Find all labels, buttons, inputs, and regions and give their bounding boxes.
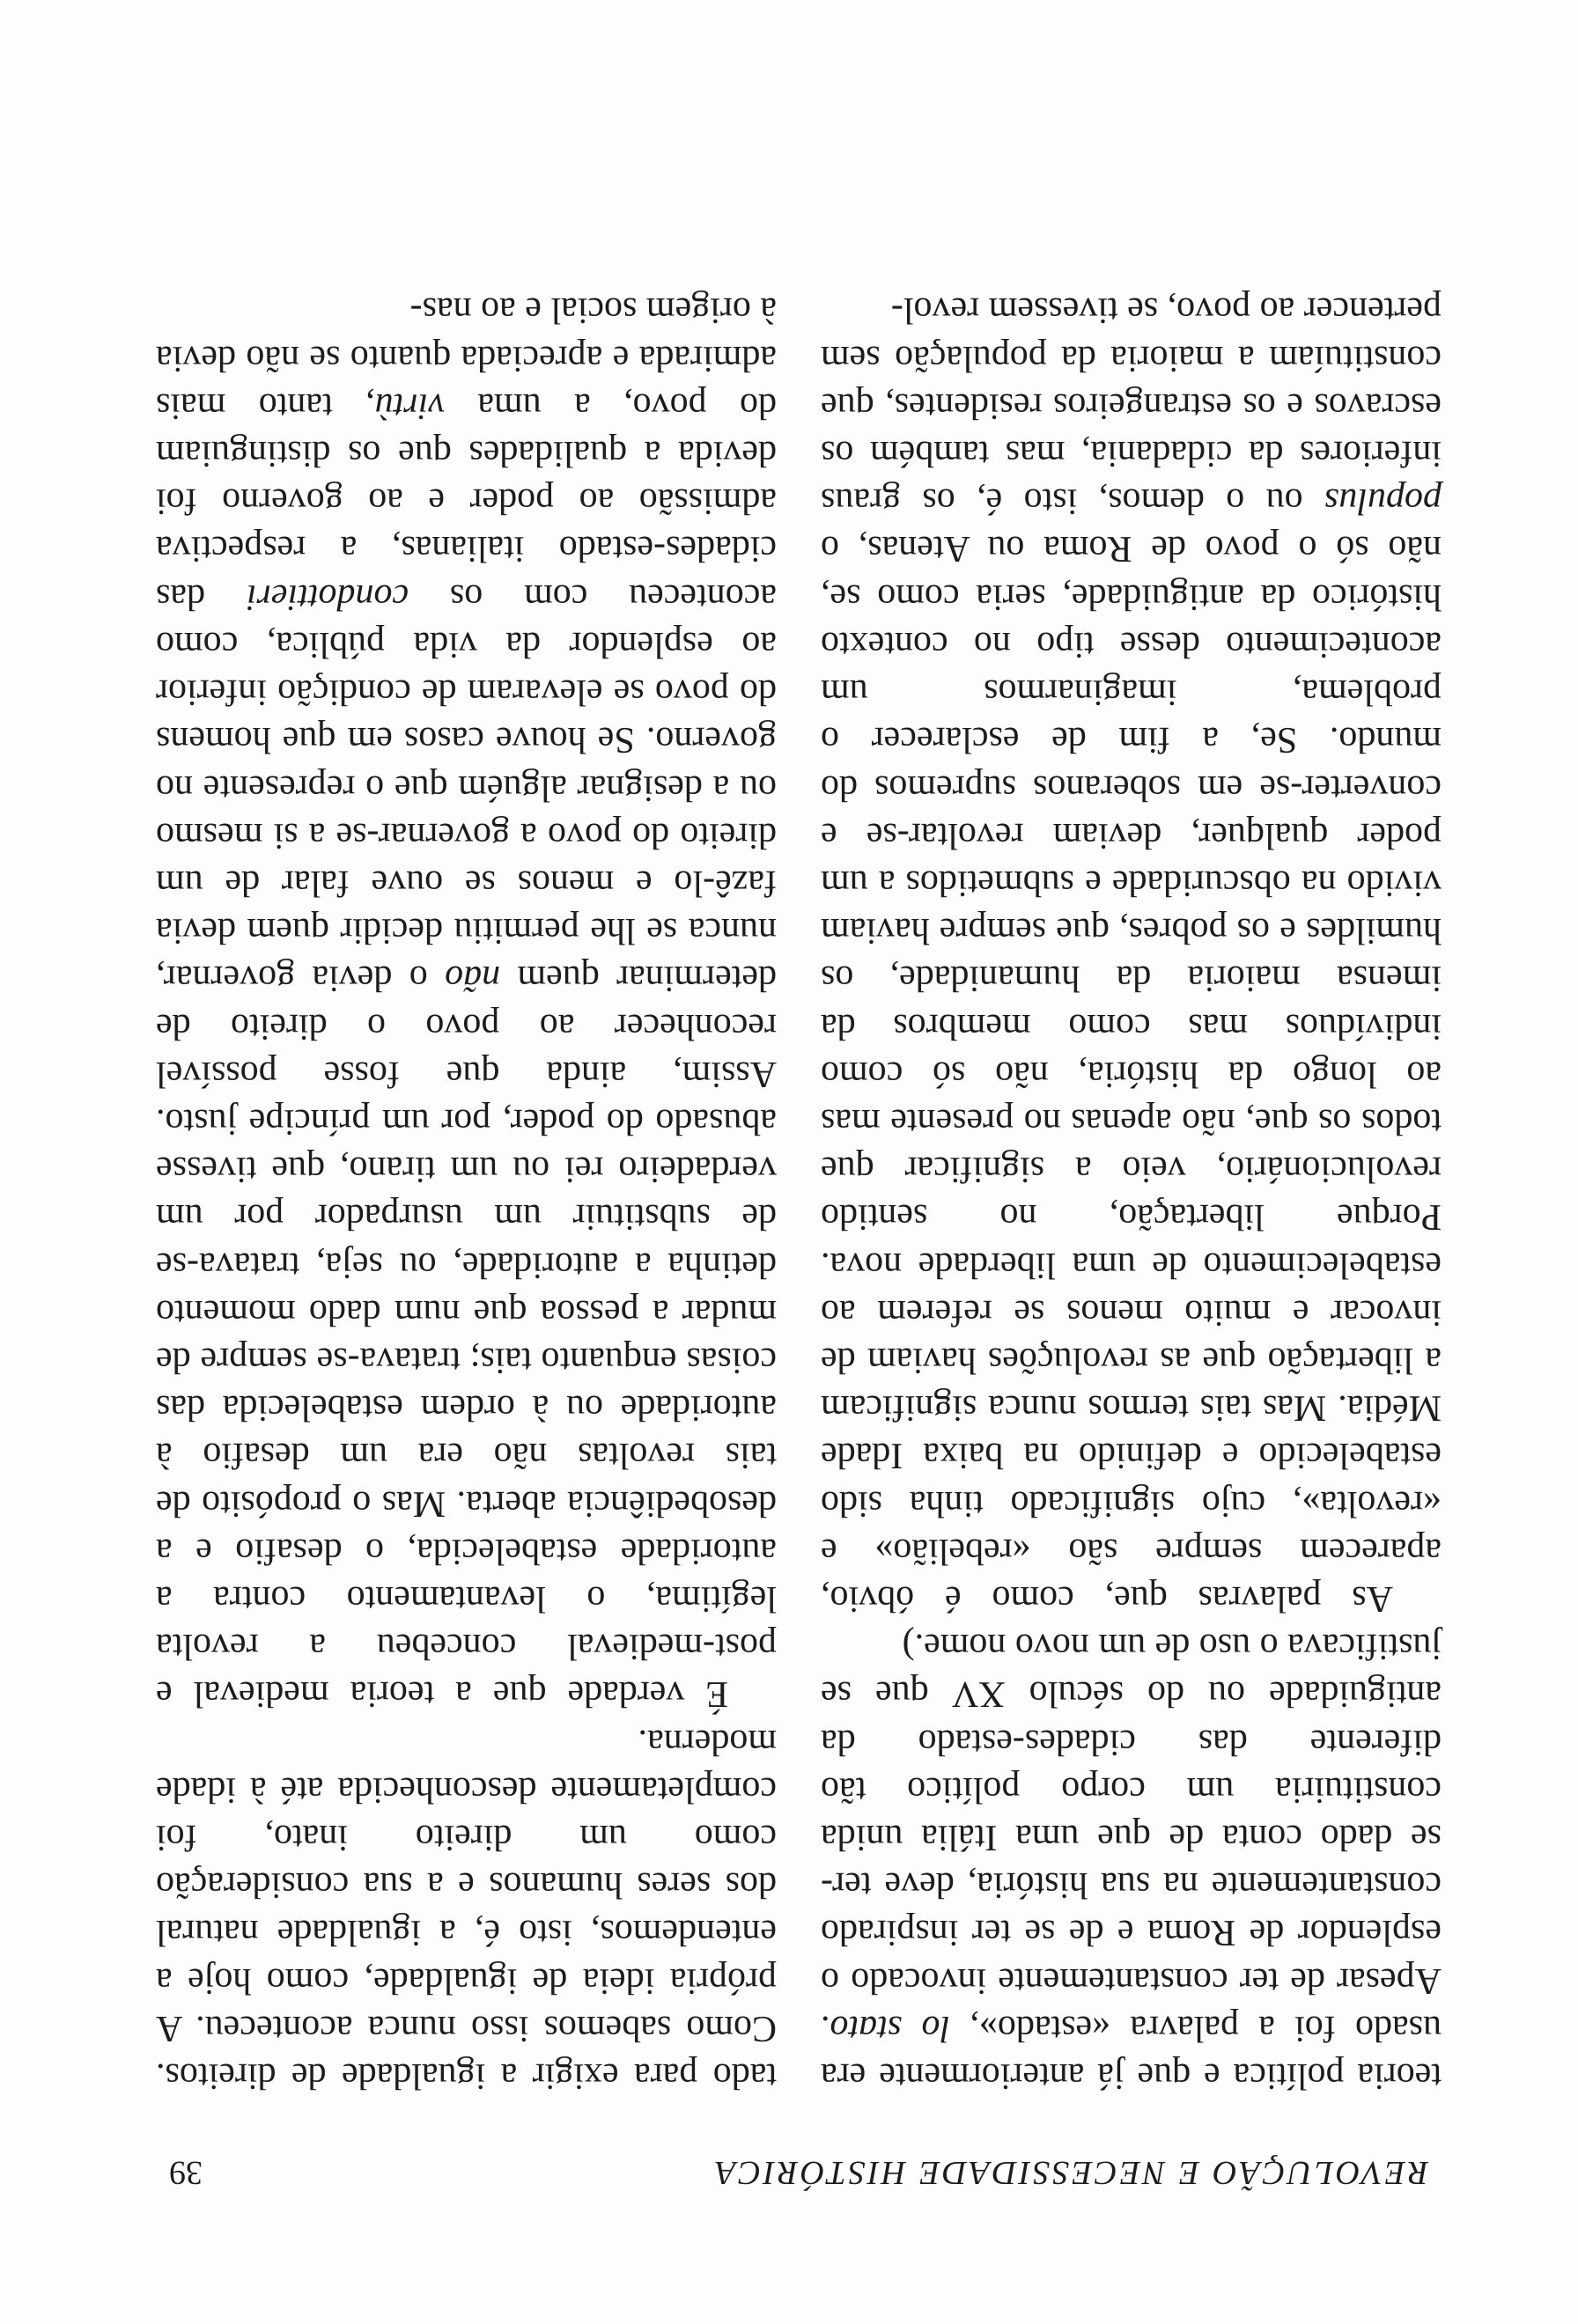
- page-number: 39: [169, 2154, 203, 2191]
- paragraph-rebellion: [821, 286, 1442, 1622]
- italic-term: populus: [1324, 481, 1442, 522]
- paragraph-text: . Apesar de ter constantemente invocado o esplendor de Roma e de se ter inspirado constantemente na sua história, deve ter-se dado conta de que uma Itália unida constituiria um corpo político tão diferente das cidades-estado da antiguidade ou do século XV que se justificava o uso de um novo nome.): [821, 1626, 1442, 2048]
- paragraph-text: É verdade que a teoria medieval e post-medieval concebeu a revolta legítima, o levantamento contra a autoridade estabelecida, o desafio e a desobediência aberta. Mas o propósito de tais revoltas não era um desafio à autoridade ou à ordem estabelecida das coisas enquanto tais; tratava-se sempre de mudar a pessoa que num dado momento detinha a autoridade, ou seja, tratava-se de substituir um usurpador por um verdadeiro rei ou um tirano, que tivesse abusado do poder, por um príncipe justo. Assim, ainda que fosse possível reconhecer ao povo o direito de determinar quem: [156, 958, 777, 1715]
- paragraph-continuation: tado para exigir a igualdade de direitos. Como sabemos isso nunca aconteceu. A própria ideia de igualdade, como hoje a entendemos, isto é, a igualdade natural dos seres humanos e a sua consideração como um direito inato, foi completamente desconhecida até à idade moderna.: [156, 1721, 777, 2096]
- paragraph-text: teoria política e que já anteriormente era usado foi a palavra «estado»,: [821, 2007, 1442, 2096]
- paragraph-medieval-theory: [156, 286, 777, 1717]
- paragraph-continuation: [821, 1622, 1442, 2100]
- running-header: [169, 2148, 1428, 2192]
- running-header-title: REVOLUÇÃO E NECESSIDADE HISTÓRICA: [712, 2154, 1428, 2191]
- italic-term: lo stato: [830, 2007, 951, 2048]
- text-column-left: [821, 286, 1442, 2100]
- paragraph-text: As palavras que, como é óbvio, aparecem sempre são «rebelião» e «revolta», cujo significado tinha sido estabelecido e definido na baixa Idade Média. Mas tais termos nunca significam a libertação que as revoluções haviam de invocar e muito menos se referem ao estabelecimento de uma liberdade nova. Porque libertação, no sentido revolucionário, veio a significar que todos os que, não apenas no presente mas ao longo da história, não só como indivíduos mas como membros da imensa maioria da humanidade, os humildes e os pobres, que sempre haviam vivido na obscuridade e submetidos a um poder qualquer, deviam revoltar-se e converter-se em soberanos supremos do mundo. Se, a fim de esclarecer o problema, imaginarmos um acontecimento desse tipo no contexto histórico da antiguidade, seria como se, não só o povo de Roma ou Atenas, o: [821, 528, 1442, 1619]
- italic-term: virtù: [374, 385, 445, 426]
- paragraph-text: , tanto mais admirada e apreciada quanto se não devia à origem social e ao nas-: [156, 290, 777, 426]
- paragraph-text: ou o demos, isto é, os graus inferiores da cidadania, mas também os escravos e os estrangeiros residentes, que constituíam a maioria da população sem pertencer ao povo, se tivessem revol-: [821, 290, 1442, 522]
- paragraph-text: das cidades-estado italianas, a respectiva admissão ao poder e ao governo foi devida a qualidades que os distinguiam do povo, a uma: [156, 385, 777, 617]
- text-column-right: [156, 286, 777, 2100]
- italic-term: não: [445, 958, 501, 999]
- paragraph-text: o devia governar, nunca se lhe permitiu decidir quem devia fazê-lo e menos se ouve falar de um direito do povo a governar-se a si mesmo ou a designar alguém que o represente no governo. Se houve casos em que homens do povo se elevaram de condição inferior ao esplendor da vida pública, como aconteceu com os: [156, 576, 777, 999]
- italic-term: condottieri: [246, 576, 409, 617]
